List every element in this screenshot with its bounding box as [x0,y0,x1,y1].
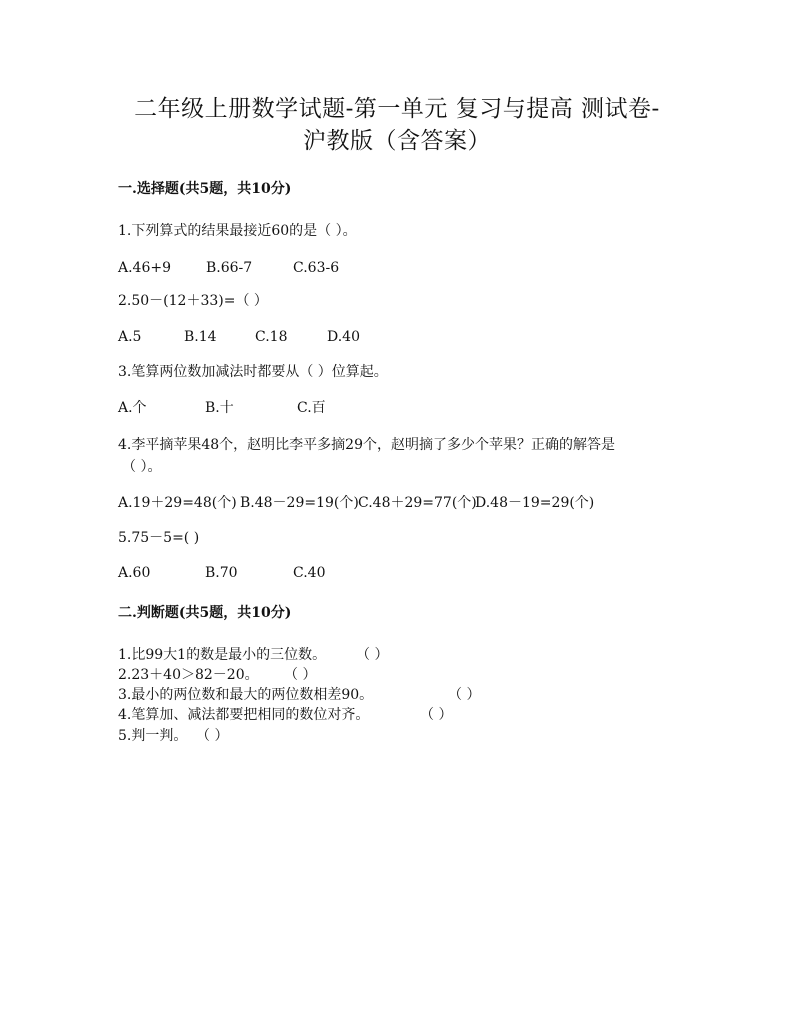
question-5-option-c: C.40 [293,565,326,581]
question-4-option-d: D.48－19=29(个) [475,495,595,511]
judge-item-4-blank: （ ） [420,707,453,723]
judge-item-2-blank: （ ） [284,667,317,683]
question-1-option-a: A.46+9 [118,260,172,276]
judge-item-1-text: 1.比99大1的数是最小的三位数。 [118,647,327,663]
judge-item-1-blank: （ ） [356,647,389,663]
question-3-stem: 3.笔算两位数加减法时都要从（ ）位算起。 [118,364,388,380]
question-4-stem-continued: （ ）。 [122,459,162,475]
judge-item-5-text: 5.判一判。 [118,728,188,744]
question-4-option-a: A.19＋29=48(个) [118,495,237,511]
section-heading-choice: 一.选择题(共5题，共10分) [118,181,292,197]
question-2-stem: 2.50－(12＋33)=（ ） [118,293,268,309]
judge-item-3-text: 3.最小的两位数和最大的两位数相差90。 [118,687,374,703]
judge-item-2-text: 2.23＋40＞82－20。 [118,667,259,683]
question-5-option-b: B.70 [205,565,238,581]
question-4-option-b: B.48－29=19(个) [240,495,359,511]
question-1-stem: 1.下列算式的结果最接近60的是（ ）。 [118,223,357,239]
page-title-line-1: 二年级上册数学试题-第一单元 复习与提高 测试卷- [134,96,660,122]
question-2-option-a: A.5 [118,329,142,345]
question-3-option-b: B.十 [205,400,234,416]
question-1-option-c: C.63-6 [293,260,340,276]
question-4-stem: 4.李平摘苹果48个，赵明比李平多摘29个，赵明摘了多少个苹果？正确的解答是 [118,437,615,453]
question-5-stem: 5.75－5=( ) [118,530,200,546]
question-5-option-a: A.60 [118,565,151,581]
question-3-option-c: C.百 [297,400,326,416]
question-2-option-c: C.18 [255,329,288,345]
judge-item-4-text: 4.笔算加、减法都要把相同的数位对齐。 [118,707,370,723]
question-3-option-a: A.个 [118,400,147,416]
question-1-option-b: B.66-7 [206,260,253,276]
section-heading-true-false: 二.判断题(共5题，共10分) [118,605,292,621]
question-2-option-b: B.14 [184,329,217,345]
question-2-option-d: D.40 [327,329,360,345]
judge-item-5-blank: （ ） [196,728,229,744]
judge-item-3-blank: （ ） [448,687,481,703]
page-title-line-2: 沪教版（含答案） [303,128,491,154]
question-4-option-c: C.48＋29=77(个) [358,495,477,511]
